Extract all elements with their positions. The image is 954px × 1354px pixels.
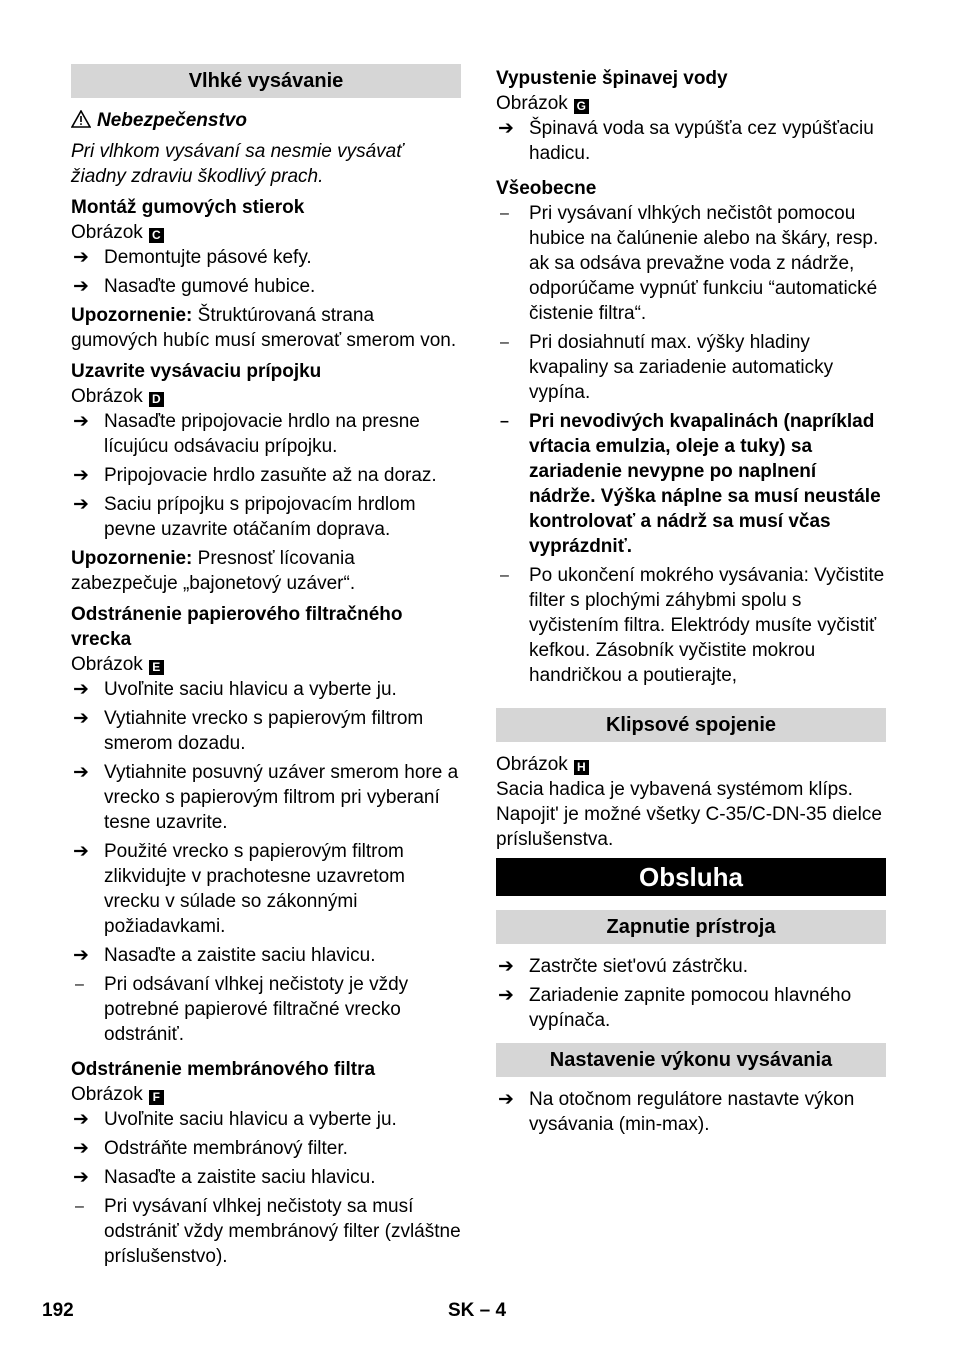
heading-drain: Vypustenie špinavej vody: [496, 68, 728, 89]
figure-ref: Obrázok G: [496, 91, 886, 116]
note: Upozornenie: Presnosť lícovania zabezpečuje „bajonetový uzáver“.: [71, 548, 356, 594]
heading-general: Všeobecne: [496, 178, 597, 199]
list-item: ➔ Uvoľnite saciu hlavicu a vyberte ju.: [73, 1109, 397, 1130]
figure-ref: Obrázok F: [71, 1082, 461, 1107]
danger-text: Pri vlhkom vysávaní sa nesmie vysávať žiadny zdraviu škodlivý prach.: [71, 141, 403, 187]
list-item: ➔ Vytiahnite vrecko s papierovým filtrom smerom dozadu.: [73, 708, 424, 754]
figure-label-g: G: [574, 99, 589, 114]
list-item: – Pri vysávaní vlhkej nečistoty sa musí odstrániť vždy membránový filter (zvláštne príslušenstvo).: [75, 1196, 461, 1267]
figure-label-e: E: [149, 660, 164, 675]
figure-label-d: D: [149, 392, 164, 407]
list-item: ➔ Uvoľnite saciu hlavicu a vyberte ju.: [73, 679, 397, 700]
list-item: ➔ Použité vrecko s papierovým filtrom zlikvidujte v prachotesne uzavretom vrecku v súlade so zákonnými požiadavkami.: [73, 841, 405, 937]
list-item: – Pri nevodivých kvapalinách (napríklad vŕtacia emulzia, oleje a tuky) sa zariadenie nevypne po naplnení nádrže. Výška náplne sa musí neustále kontrolovať a nádrž sa musí včas vyprázdniť.: [500, 411, 881, 557]
warning-triangle-icon: [71, 110, 91, 135]
figure-ref: Obrázok H: [496, 752, 886, 777]
heading-membrane-filter: Odstránenie membránového filtra: [71, 1059, 376, 1080]
arrow-right-icon: ➔: [73, 494, 89, 515]
arrow-right-icon: ➔: [73, 411, 89, 432]
list-item: ➔ Nasaďte a zaistite saciu hlavicu.: [73, 1167, 376, 1188]
figure-ref: Obrázok C: [71, 220, 461, 245]
list-item: ➔ Vytiahnite posuvný uzáver smerom hore a vrecko s papierovým filtrom pri vyberaní tesne uzavrite.: [73, 762, 459, 833]
arrow-right-icon: ➔: [73, 276, 89, 297]
list-item: ➔ Demontujte pásové kefy.: [73, 247, 312, 268]
section-banner-wet: Vlhké vysávanie: [71, 64, 461, 98]
left-column: [71, 64, 461, 1269]
arrow-right-icon: ➔: [73, 945, 89, 966]
figure-label-h: H: [574, 760, 589, 775]
list-item: – Pri vysávaní vlhkých nečistôt pomocou hubice na čalúnenie alebo na škáry, resp. ak sa odsáva prevažne voda z nádrže, odporúčame vypnúť funkciu “automatické čistenie filtra“.: [500, 203, 879, 324]
arrow-right-icon: ➔: [498, 1089, 514, 1110]
arrow-right-icon: ➔: [73, 708, 89, 729]
arrow-right-icon: ➔: [73, 1138, 89, 1159]
list-item: ➔ Na otočnom regulátore nastavte výkon vysávania (min-max).: [498, 1089, 855, 1135]
arrow-right-icon: ➔: [73, 762, 89, 783]
section-banner-switch-on: Zapnutie prístroja: [496, 910, 886, 944]
list-item: – Po ukončení mokrého vysávania: Vyčistite filter s plochými záhybmi spolu s vyčistením filtra. Elektródy musíte vyčistiť kefkou. Zásobník vyčistite mokrou handričkou a poutierajte,: [500, 565, 885, 686]
dash-bullet: –: [500, 205, 509, 222]
clip-text: Sacia hadica je vybavená systémom klíps. Napojit' je možné všetky C-35/C-DN-35 dielce príslušenstva.: [496, 779, 882, 850]
danger-title: Nebezpečenstvo: [97, 110, 247, 131]
page-lang-label: SK – 4: [448, 1300, 507, 1321]
figure-ref: Obrázok D: [71, 384, 461, 409]
dash-bullet: –: [500, 567, 509, 584]
dash-bullet: –: [500, 413, 509, 430]
heading-close-suction: Uzavrite vysávaciu prípojku: [71, 361, 322, 382]
list-item: ➔ Špinavá voda sa vypúšťa cez vypúšťaciu hadicu.: [498, 118, 874, 164]
note: Upozornenie: Štruktúrovaná strana gumových hubíc musí smerovať smerom von.: [71, 305, 457, 351]
danger-heading: [71, 108, 461, 135]
arrow-right-icon: ➔: [498, 118, 514, 139]
heading-paper-filter: Odstránenie papierového filtračného vrecka: [71, 604, 403, 650]
page-number: 192: [42, 1300, 74, 1321]
arrow-right-icon: ➔: [73, 1109, 89, 1130]
arrow-right-icon: ➔: [73, 679, 89, 700]
section-banner-power: Nastavenie výkonu vysávania: [496, 1043, 886, 1077]
right-column: [496, 66, 886, 1137]
list-item: ➔ Zariadenie zapnite pomocou hlavného vypínača.: [498, 985, 852, 1031]
dash-bullet: –: [75, 1198, 84, 1215]
heading-rubber-squeegee: Montáž gumových stierok: [71, 197, 305, 218]
list-item: ➔ Saciu prípojku s pripojovacím hrdlom pevne uzavrite otáčaním doprava.: [73, 494, 416, 540]
dash-bullet: –: [500, 334, 509, 351]
arrow-right-icon: ➔: [73, 841, 89, 862]
list-item: – Pri dosiahnutí max. výšky hladiny kvapaliny sa zariadenie automaticky vypína.: [500, 332, 834, 403]
section-banner-clip: Klipsové spojenie: [496, 708, 886, 742]
list-item: ➔ Nasaďte gumové hubice.: [73, 276, 316, 297]
arrow-right-icon: ➔: [73, 1167, 89, 1188]
list-item: ➔ Nasaďte a zaistite saciu hlavicu.: [73, 945, 376, 966]
list-item: ➔ Pripojovacie hrdlo zasuňte až na doraz.: [73, 465, 437, 486]
arrow-right-icon: ➔: [498, 956, 514, 977]
figure-label-c: C: [149, 228, 164, 243]
arrow-right-icon: ➔: [498, 985, 514, 1006]
chapter-banner-operation: Obsluha: [496, 858, 886, 896]
list-item: ➔ Nasaďte pripojovacie hrdlo na presne lícujúcu odsávaciu prípojku.: [73, 411, 420, 457]
arrow-right-icon: ➔: [73, 465, 89, 486]
list-item: ➔ Zastrčte siet'ovú zástrčku.: [498, 956, 749, 977]
arrow-right-icon: ➔: [73, 247, 89, 268]
figure-ref: Obrázok E: [71, 652, 461, 677]
list-item: – Pri odsávaní vlhkej nečistoty je vždy potrebné papierové filtračné vrecko odstrániť.: [75, 974, 409, 1045]
dash-bullet: –: [75, 976, 84, 993]
figure-label-f: F: [149, 1090, 164, 1105]
list-item: ➔ Odstráňte membránový filter.: [73, 1138, 348, 1159]
